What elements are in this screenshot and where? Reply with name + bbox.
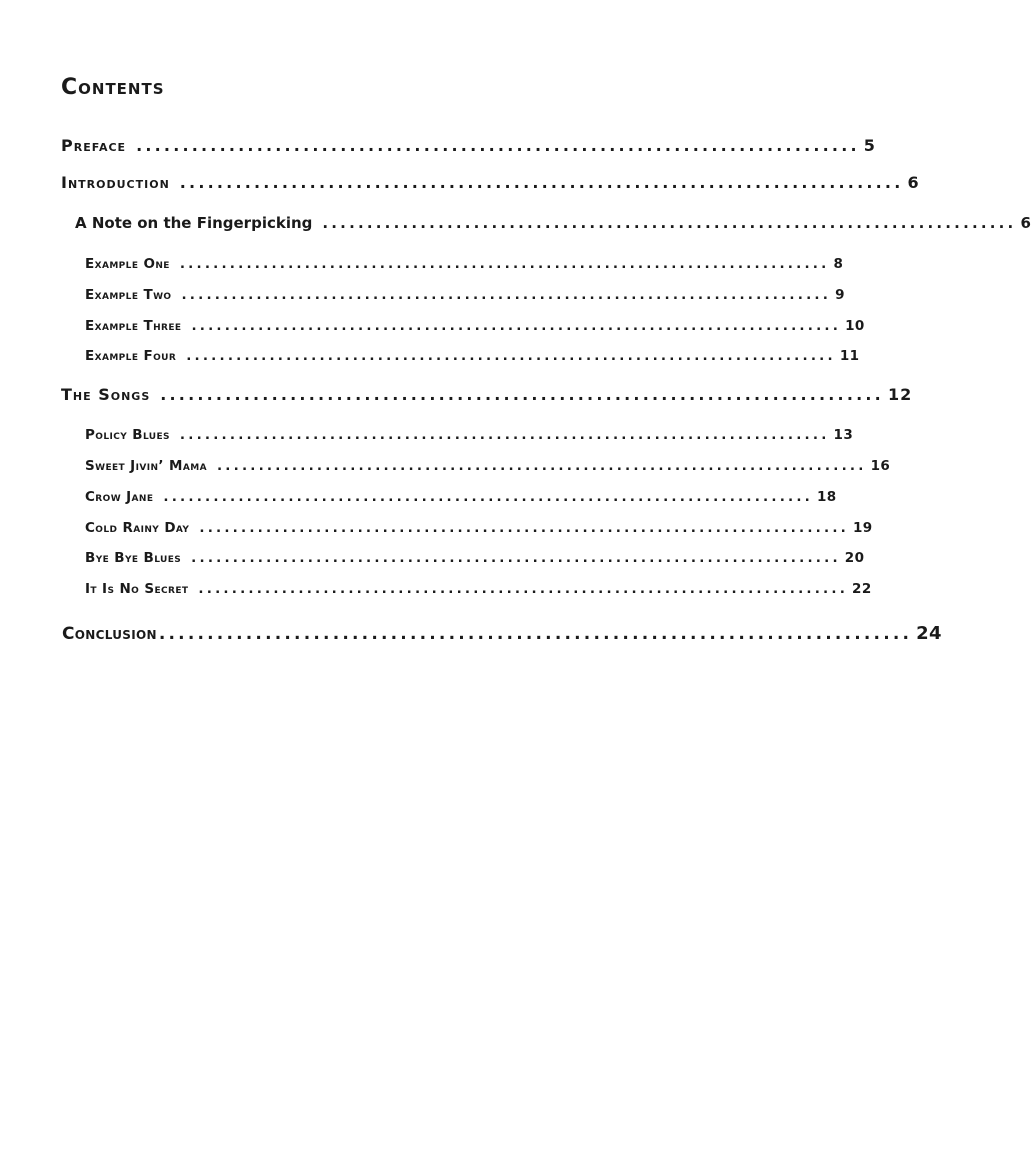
dot-leader: .............................................................................. bbox=[181, 287, 832, 303]
toc-entry-it-is-no-secret[interactable] bbox=[85, 581, 872, 597]
toc-page-number: 19 bbox=[852, 520, 873, 536]
dot-leader: .............................................................................. bbox=[163, 489, 814, 505]
toc-page-number: 6 bbox=[1020, 214, 1031, 232]
dot-leader: .............................................................................. bbox=[158, 624, 913, 644]
toc-entry-the-songs[interactable] bbox=[61, 385, 913, 404]
dot-leader: .............................................................................. bbox=[179, 427, 830, 443]
toc-page-number: 16 bbox=[870, 458, 891, 474]
toc-page-number: 10 bbox=[845, 318, 865, 334]
dot-leader: .............................................................................. bbox=[186, 348, 836, 364]
toc-entry-example-two[interactable] bbox=[85, 287, 845, 303]
toc-entry-introduction[interactable] bbox=[61, 173, 920, 192]
toc-entry-example-three[interactable] bbox=[85, 318, 865, 334]
toc-entry-label: Policy Blues bbox=[85, 427, 170, 443]
toc-entry-label: Example One bbox=[85, 256, 170, 272]
dot-leader: .............................................................................. bbox=[179, 173, 904, 192]
toc-entry-label: The Songs bbox=[61, 385, 151, 404]
toc-entry-label: Introduction bbox=[61, 173, 170, 192]
toc-page-number: 6 bbox=[907, 173, 920, 192]
toc-entry-label: Example Four bbox=[85, 348, 177, 364]
toc-entry-label: Conclusion bbox=[62, 624, 157, 644]
dot-leader: .............................................................................. bbox=[199, 520, 849, 536]
toc-entry-conclusion[interactable] bbox=[62, 623, 942, 644]
toc-entry-label: Crow Jane bbox=[85, 489, 154, 505]
toc-entry-label: A Note on the Fingerpicking bbox=[75, 214, 313, 232]
dot-leader: .............................................................................. bbox=[179, 256, 830, 272]
toc-entry-label: It Is No Secret bbox=[85, 581, 189, 597]
toc-page-number: 18 bbox=[817, 489, 837, 505]
toc-entry-crow-jane[interactable] bbox=[85, 489, 837, 505]
dot-leader: .............................................................................. bbox=[191, 550, 841, 566]
toc-page-number: 24 bbox=[916, 623, 942, 644]
toc-entry-sweet-jivin-mama[interactable] bbox=[85, 458, 891, 474]
toc-page-number: 11 bbox=[839, 348, 860, 364]
toc-page-number: 22 bbox=[852, 581, 872, 597]
toc-page-number: 13 bbox=[833, 427, 854, 443]
toc-entry-label: Bye Bye Blues bbox=[85, 550, 182, 566]
toc-entry-label: Sweet Jivin’ Mama bbox=[85, 458, 207, 474]
toc-entry-note-on-fingerpicking[interactable] bbox=[75, 214, 1031, 232]
toc-entry-label: Cold Rainy Day bbox=[85, 520, 190, 536]
toc-entry-cold-rainy-day[interactable] bbox=[85, 520, 873, 536]
toc-entry-label: Example Three bbox=[85, 318, 182, 334]
toc-entry-label: Preface bbox=[61, 136, 127, 155]
toc-entry-label: Example Two bbox=[85, 287, 172, 303]
dot-leader: .............................................................................. bbox=[191, 318, 842, 334]
toc-page-number: 20 bbox=[844, 550, 865, 566]
toc-entry-policy-blues[interactable] bbox=[85, 427, 854, 443]
toc-entry-preface[interactable] bbox=[61, 136, 876, 155]
toc-page-number: 9 bbox=[835, 287, 845, 303]
dot-leader: .............................................................................. bbox=[322, 214, 1017, 232]
toc-page-number: 12 bbox=[887, 385, 913, 404]
toc-entry-example-one[interactable] bbox=[85, 256, 844, 272]
dot-leader: .............................................................................. bbox=[136, 136, 860, 155]
toc-entry-example-four[interactable] bbox=[85, 348, 860, 364]
dot-leader: .............................................................................. bbox=[216, 458, 867, 474]
dot-leader: .............................................................................. bbox=[160, 385, 884, 404]
toc-entry-bye-bye-blues[interactable] bbox=[85, 550, 865, 566]
toc-page-number: 5 bbox=[863, 136, 876, 155]
toc-page-number: 8 bbox=[833, 256, 844, 272]
dot-leader: .............................................................................. bbox=[198, 581, 849, 597]
page-title: Contents bbox=[61, 75, 165, 100]
